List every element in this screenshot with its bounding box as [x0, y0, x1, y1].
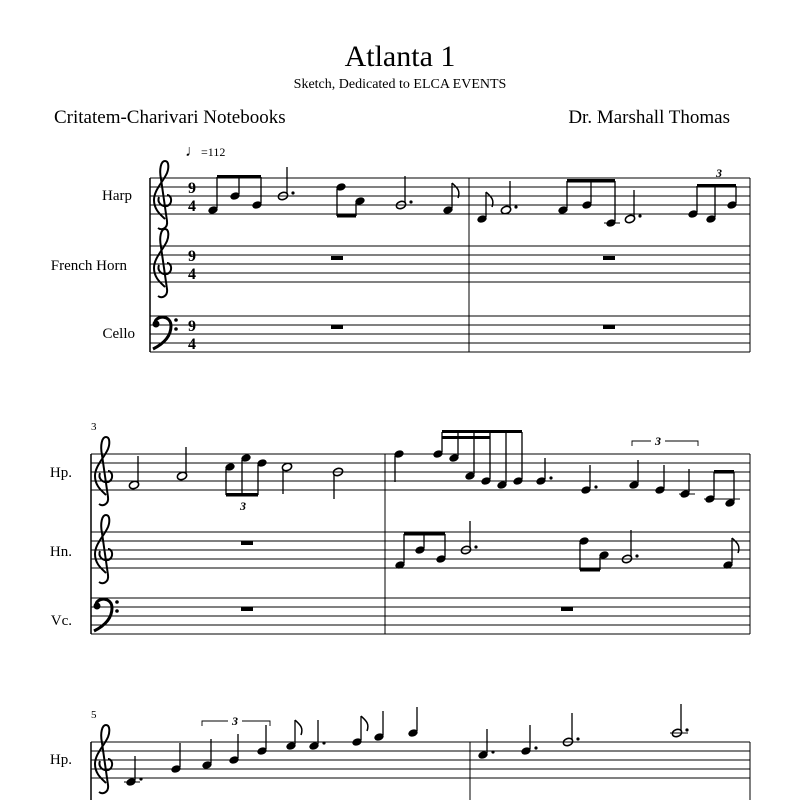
whole-rest: [331, 325, 343, 329]
triplet-label: 3: [240, 499, 246, 513]
measure-number: 5: [91, 709, 97, 721]
triplet-label: 3: [655, 434, 661, 448]
time-signature-denominator: 4: [188, 266, 196, 283]
time-signature-denominator: 4: [188, 198, 196, 215]
horn-measure-4-notes: [394, 521, 739, 572]
harp-measure-4-notes: [393, 430, 740, 508]
staff-cello: [150, 316, 750, 352]
whole-rest: [603, 325, 615, 329]
harp-measure-5-notes: [124, 707, 419, 787]
treble-clef-icon: [154, 161, 171, 229]
composer-name: Dr. Marshall Thomas: [568, 107, 730, 128]
score-subtitle: Sketch, Dedicated to ELCA EVENTS: [293, 77, 507, 92]
whole-rest: [331, 256, 343, 260]
triplet-label: 3: [232, 714, 238, 728]
measure-number: 3: [91, 421, 97, 433]
harp-measure-3-notes: [128, 447, 343, 513]
system-2: [91, 430, 750, 634]
harp-measure-2-notes: [476, 166, 737, 228]
whole-rest: [603, 256, 615, 260]
instrument-abbr-harp: Hp.: [49, 465, 72, 481]
score-title: Atlanta 1: [344, 40, 456, 73]
bass-clef-icon: [94, 599, 119, 631]
whole-rest: [561, 607, 573, 611]
staff-french-horn: [150, 246, 750, 282]
system-1: [150, 161, 750, 353]
instrument-abbr-harp: Hp.: [49, 752, 72, 768]
time-signature-numerator: 9: [188, 180, 196, 197]
notebook-heading: Critatem-Charivari Notebooks: [54, 107, 286, 128]
system-3: [91, 704, 750, 800]
time-signature-denominator: 4: [188, 336, 196, 353]
instrument-name-harp: Harp: [102, 188, 132, 204]
time-signature-numerator: 9: [188, 248, 196, 265]
harp-measure-1-notes: [207, 167, 459, 218]
whole-rest: [241, 607, 253, 611]
harp-measure-6-notes: [477, 704, 688, 760]
tempo-value: =112: [201, 145, 226, 159]
whole-rest: [241, 541, 253, 545]
treble-clef-icon: [95, 725, 112, 793]
treble-clef-icon: [95, 437, 112, 505]
treble-clef-icon: [95, 515, 112, 583]
bass-clef-icon: [153, 317, 178, 349]
quarter-note-icon: ♩: [185, 143, 201, 160]
instrument-abbr-french-horn: Hn.: [49, 544, 72, 560]
triplet-label: 3: [716, 166, 722, 180]
treble-clef-icon: [154, 229, 171, 297]
instrument-abbr-cello: Vc.: [50, 613, 72, 629]
instrument-name-cello: Cello: [102, 326, 135, 342]
time-signature-numerator: 9: [188, 318, 196, 335]
instrument-name-french-horn: French Horn: [50, 258, 127, 274]
